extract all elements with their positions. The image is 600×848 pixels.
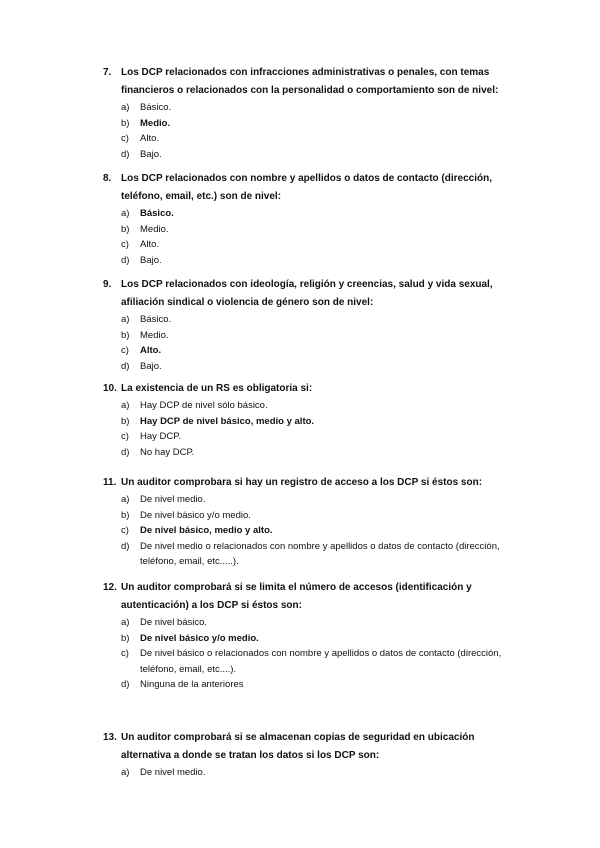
option-c [121, 523, 523, 539]
option-text: Hay DCP de nivel sólo básico. [140, 400, 268, 411]
question-7 [103, 64, 523, 162]
answer-options [121, 615, 523, 693]
option-letter: c) [121, 239, 129, 250]
option-letter: c) [121, 648, 129, 659]
option-text: No hay DCP. [140, 446, 195, 458]
question-heading [103, 380, 523, 398]
question-heading [103, 729, 523, 765]
option-c [121, 237, 523, 253]
option-d [121, 359, 523, 375]
option-letter: a) [121, 400, 130, 411]
option-text: Bajo. [140, 254, 162, 266]
option-letter: b) [121, 117, 130, 129]
option-text: Bajo. [140, 360, 162, 372]
option-letter: b) [121, 632, 130, 644]
answer-options [121, 206, 523, 268]
question-heading [103, 474, 523, 492]
question-text: Un auditor comprobara si hay un registro de acceso a los DCP si éstos son: [121, 477, 483, 488]
option-text: De nivel medio. [140, 767, 206, 778]
option-a [121, 398, 523, 414]
option-letter: a) [121, 617, 130, 628]
option-text: Alto. [140, 239, 160, 250]
option-a [121, 206, 523, 222]
option-text: Alto. [140, 133, 160, 144]
option-text: De nivel básico, medio y alto. [140, 525, 273, 536]
question-13 [103, 729, 523, 781]
question-12 [103, 579, 523, 693]
option-b [121, 631, 523, 647]
question-11 [103, 474, 523, 570]
option-text: Medio. [140, 117, 171, 129]
question-text: Un auditor comprobará si se almacenan copias de seguridad en ubicación alternativa a donde se tratan los datos si los DCP son: [121, 732, 475, 761]
question-9 [103, 276, 523, 374]
question-number: 12. [103, 582, 117, 593]
option-b [121, 508, 523, 524]
option-a [121, 615, 523, 631]
option-letter: b) [121, 223, 130, 235]
question-text: Un auditor comprobará si se limita el número de accesos (identificación y autenticación) a los DCP si éstos son: [121, 582, 472, 611]
option-text: Alto. [140, 345, 162, 356]
option-text: Básico. [140, 208, 174, 219]
option-d [121, 539, 523, 570]
question-number: 11. [103, 477, 117, 488]
option-text: De nivel medio. [140, 494, 206, 505]
option-a [121, 765, 523, 781]
option-text: Bajo. [140, 148, 162, 160]
option-b [121, 328, 523, 344]
option-a [121, 100, 523, 116]
answer-options [121, 765, 523, 781]
option-text: De nivel medio o relacionados con nombre y apellidos o datos de contacto (dirección, teléfono, email, etc.....). [140, 540, 500, 567]
answer-options [121, 398, 523, 460]
option-a [121, 492, 523, 508]
option-letter: a) [121, 767, 130, 778]
option-c [121, 131, 523, 147]
option-text: Ninguna de la anteriores [140, 679, 244, 690]
question-heading [103, 64, 523, 100]
option-c [121, 646, 523, 677]
option-text: Medio. [140, 329, 169, 341]
question-heading [103, 276, 523, 312]
question-8 [103, 170, 523, 268]
option-letter: c) [121, 431, 129, 442]
option-letter: b) [121, 509, 130, 521]
option-c [121, 343, 523, 359]
option-letter: c) [121, 133, 129, 144]
option-d [121, 445, 523, 461]
option-text: De nivel básico y/o medio. [140, 632, 259, 644]
option-b [121, 222, 523, 238]
option-letter: c) [121, 345, 129, 356]
option-letter: d) [121, 679, 130, 690]
option-b [121, 116, 523, 132]
question-number: 13. [103, 732, 117, 743]
option-letter: d) [121, 360, 130, 372]
question-number: 8. [103, 173, 112, 184]
question-number: 9. [103, 279, 112, 290]
option-c [121, 429, 523, 445]
option-letter: b) [121, 329, 130, 341]
answer-options [121, 312, 523, 374]
question-text: Los DCP relacionados con ideología, religión y creencias, salud y vida sexual, afiliación sindical o violencia de género son de nivel: [121, 279, 493, 308]
option-d [121, 147, 523, 163]
question-text: Los DCP relacionados con infracciones administrativas o penales, con temas financieros o relacionados con la personalidad o comportamiento son de nivel: [121, 67, 499, 96]
option-text: De nivel básico o relacionados con nombre y apellidos o datos de contacto (dirección, teléfono, email, etc....). [140, 648, 502, 675]
option-d [121, 253, 523, 269]
answer-options [121, 100, 523, 162]
option-letter: d) [121, 540, 130, 552]
question-heading [103, 170, 523, 206]
option-text: De nivel básico. [140, 617, 208, 628]
question-text: Los DCP relacionados con nombre y apellidos o datos de contacto (dirección, teléfono, email, etc.) son de nivel: [121, 173, 493, 202]
option-letter: d) [121, 148, 130, 160]
option-letter: a) [121, 208, 130, 219]
question-number: 10. [103, 383, 117, 394]
option-d [121, 677, 523, 693]
option-letter: c) [121, 525, 129, 536]
answer-options [121, 492, 523, 570]
question-heading [103, 579, 523, 615]
option-letter: a) [121, 314, 130, 325]
option-text: Básico. [140, 314, 172, 325]
option-text: Básico. [140, 102, 172, 113]
option-text: Hay DCP. [140, 431, 182, 442]
option-b [121, 414, 523, 430]
option-letter: b) [121, 415, 130, 427]
option-letter: a) [121, 102, 130, 113]
option-letter: d) [121, 254, 130, 266]
question-text: La existencia de un RS es obligatoria si: [121, 383, 313, 394]
question-number: 7. [103, 67, 112, 78]
option-text: Medio. [140, 223, 169, 235]
option-text: De nivel básico y/o medio. [140, 509, 251, 521]
question-10 [103, 380, 523, 460]
option-a [121, 312, 523, 328]
option-letter: d) [121, 446, 130, 458]
option-letter: a) [121, 494, 130, 505]
option-text: Hay DCP de nivel básico, medio y alto. [140, 415, 315, 427]
